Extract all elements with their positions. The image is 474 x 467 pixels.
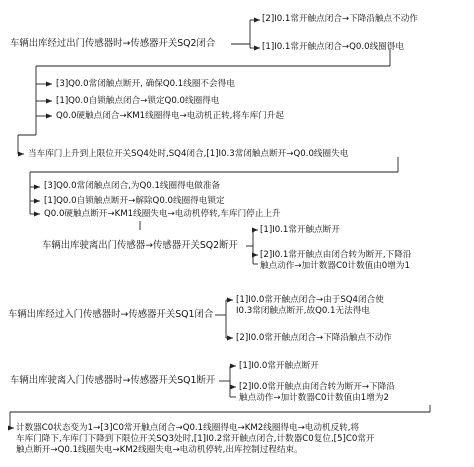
- step-i00-close-b: I0.3常闭触点断开,故Q0.1无法得电: [236, 306, 370, 316]
- step-i00-falling-edge-idle: [2]I0.0常开触点闭合→下降沿触点不动作: [236, 333, 392, 343]
- step-km1-motor-forward: Q0.0硬触点闭合→KM1线圈得电→电动机正转,将车库门升起: [56, 111, 284, 121]
- step-i00-open: [1]I0.0常开触点断开: [239, 361, 319, 371]
- step-sq1-closed: 车辆出库经过入门传感器时→传感器开关SQ1闭合: [8, 309, 214, 320]
- step-c0-count-2-a: [2]I0.0常开触点由闭合转为断开→下降沿: [239, 382, 395, 392]
- step-q00-energized: [1]I0.1常开触点闭合→Q0.0线圈得电: [262, 42, 404, 52]
- step-c0-count-1-a: [2]I0.1常开触点由闭合转为断开,下降沿: [260, 250, 412, 260]
- step-q00-nc-open: [3]Q0.0常闭触点断开, 确保Q0.1线圈不会得电: [56, 79, 235, 89]
- step-km1-motor-stop: Q0.0硬触点断开→KM1线圈失电→电动机停转,车库门停止上升: [44, 209, 281, 219]
- final-step-line-2: 车库门降下,车库门下降到下限位开关SQ3处时,[1]I0.2常开触点闭合,计数器C0复位,[5]C0常开: [16, 434, 375, 444]
- step-i01-open: [1]I0.1常开触点断开: [260, 225, 340, 235]
- step-q00-self-lock: [1]Q0.0自锁触点闭合→锁定Q0.0线圈得电: [56, 96, 220, 106]
- step-sq1-open: 车辆出库驶离入门传感器时→传感器开关SQ1断开: [10, 375, 216, 386]
- step-c0-count-2-b: 触点动作→加计数器C0计数值由1增为2: [239, 393, 389, 403]
- final-step-line-3: 触点断开→Q0.1线圈失电→KM2线圈失电→电动机停转,出库控制过程结束。: [16, 445, 303, 455]
- step-q00-nc-close: [3]Q0.0常闭触点闭合,为Q0.1线圈得电做准备: [44, 181, 221, 191]
- step-sq4-limit: 当车库门上升到上限位开关SQ4处时,SQ4闭合,[1]I0.3常闭触点断开→Q0.0线圈失电: [28, 149, 349, 159]
- step-sq2-open: 车辆出库驶离出门传感器→传感器开关SQ2断开: [42, 240, 238, 251]
- step-c0-count-1-b: 触点动作→加计数器C0计数值由0增为1: [260, 261, 410, 271]
- step-q00-unlock: [1]Q0.0自锁触点断开→解除Q0.0线圈得电锁定: [44, 196, 225, 206]
- final-step-line-1: 计数器C0状态变为1→[3]C0常开触点闭合→Q0.1线圈得电→KM2线圈得电→电动机反转,将: [16, 423, 360, 433]
- step-sq2-closed: 车辆出库经过出门传感器时→传感器开关SQ2闭合: [10, 38, 216, 49]
- step-i01-falling-edge-idle: [2]I0.1常开触点闭合→下降沿触点不动作: [262, 14, 418, 24]
- step-i00-close-a: [1]I0.0常开触点闭合→由于SQ4闭合使: [236, 295, 384, 305]
